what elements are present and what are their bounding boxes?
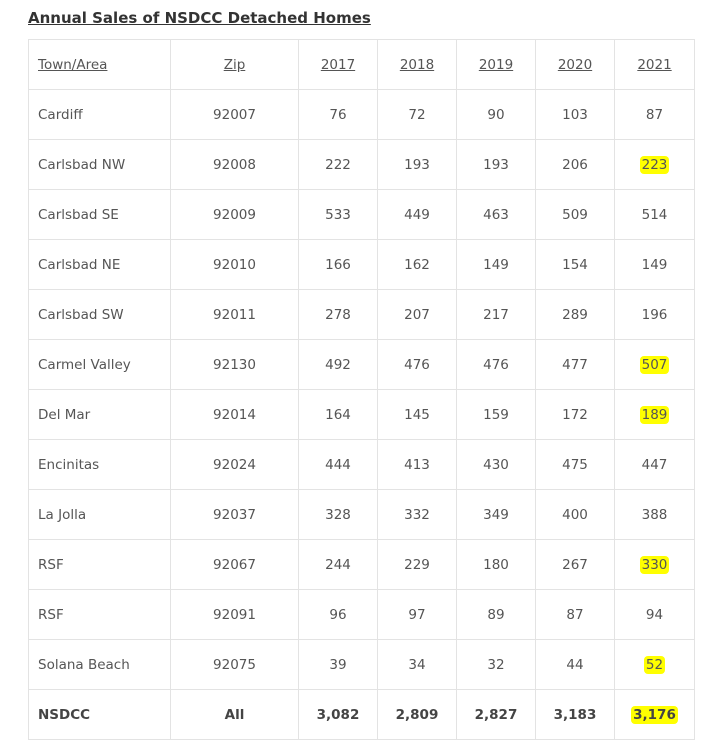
cell-2021: 94 [615, 590, 695, 640]
table-row [29, 540, 695, 590]
sales-table [28, 39, 695, 740]
cell-2021: 514 [615, 190, 695, 240]
table-row [29, 90, 695, 140]
header-2017[interactable]: 2017 [299, 40, 378, 90]
header-2020[interactable]: 2020 [536, 40, 615, 90]
cell-2021 [615, 690, 695, 740]
cell-2018: 413 [378, 440, 457, 490]
cell-2018: 2,809 [378, 690, 457, 740]
cell-2019: 89 [457, 590, 536, 640]
table-body [29, 90, 695, 740]
cell-2018: 162 [378, 240, 457, 290]
cell-2017: 278 [299, 290, 378, 340]
cell-zip: 92009 [171, 190, 299, 240]
cell-2017: 244 [299, 540, 378, 590]
cell-zip: 92011 [171, 290, 299, 340]
cell-zip: 92008 [171, 140, 299, 190]
cell-zip: All [171, 690, 299, 740]
cell-2017: 533 [299, 190, 378, 240]
cell-2021: 149 [615, 240, 695, 290]
highlighted-value: 52 [645, 656, 664, 673]
table-row [29, 590, 695, 640]
table-row [29, 640, 695, 690]
cell-zip: 92007 [171, 90, 299, 140]
cell-zip: 92037 [171, 490, 299, 540]
cell-2019: 32 [457, 640, 536, 690]
cell-2020: 289 [536, 290, 615, 340]
table-row [29, 490, 695, 540]
cell-2020: 172 [536, 390, 615, 440]
cell-2019: 149 [457, 240, 536, 290]
cell-2020: 44 [536, 640, 615, 690]
cell-town-area: Carlsbad SW [29, 290, 171, 340]
table-row [29, 440, 695, 490]
cell-town-area: Carlsbad SE [29, 190, 171, 240]
cell-2019: 476 [457, 340, 536, 390]
cell-2021: 87 [615, 90, 695, 140]
table-row [29, 390, 695, 440]
cell-2020: 477 [536, 340, 615, 390]
highlighted-value: 223 [641, 156, 668, 173]
cell-2020: 154 [536, 240, 615, 290]
cell-2017: 3,082 [299, 690, 378, 740]
cell-2017: 164 [299, 390, 378, 440]
cell-2019: 193 [457, 140, 536, 190]
cell-zip: 92010 [171, 240, 299, 290]
cell-town-area: Solana Beach [29, 640, 171, 690]
cell-town-area: Cardiff [29, 90, 171, 140]
cell-2021: 447 [615, 440, 695, 490]
header-zip[interactable]: Zip [171, 40, 299, 90]
cell-town-area: La Jolla [29, 490, 171, 540]
cell-2017: 222 [299, 140, 378, 190]
table-row [29, 140, 695, 190]
cell-2017: 39 [299, 640, 378, 690]
cell-2020: 103 [536, 90, 615, 140]
cell-2019: 430 [457, 440, 536, 490]
cell-2017: 166 [299, 240, 378, 290]
cell-zip: 92091 [171, 590, 299, 640]
cell-2018: 145 [378, 390, 457, 440]
cell-2018: 207 [378, 290, 457, 340]
header-2018[interactable]: 2018 [378, 40, 457, 90]
cell-2020: 475 [536, 440, 615, 490]
cell-2017: 492 [299, 340, 378, 390]
cell-2021 [615, 390, 695, 440]
header-town-area[interactable]: Town/Area [29, 40, 171, 90]
cell-2020: 87 [536, 590, 615, 640]
header-2019[interactable]: 2019 [457, 40, 536, 90]
cell-2019: 2,827 [457, 690, 536, 740]
highlighted-value: 507 [641, 356, 668, 373]
cell-2020: 3,183 [536, 690, 615, 740]
cell-town-area: Carmel Valley [29, 340, 171, 390]
cell-zip: 92014 [171, 390, 299, 440]
cell-2019: 180 [457, 540, 536, 590]
cell-2018: 449 [378, 190, 457, 240]
highlighted-value: 330 [641, 556, 668, 573]
cell-2020: 267 [536, 540, 615, 590]
cell-2021 [615, 340, 695, 390]
highlighted-value: 3,176 [633, 706, 676, 723]
cell-zip: 92024 [171, 440, 299, 490]
page-title: Annual Sales of NSDCC Detached Homes [28, 9, 371, 27]
sales-table-container [28, 39, 694, 740]
cell-zip: 92067 [171, 540, 299, 590]
cell-town-area: RSF [29, 590, 171, 640]
cell-zip: 92130 [171, 340, 299, 390]
cell-2017: 444 [299, 440, 378, 490]
cell-2017: 96 [299, 590, 378, 640]
cell-town-area: Carlsbad NE [29, 240, 171, 290]
cell-town-area: RSF [29, 540, 171, 590]
cell-2021: 388 [615, 490, 695, 540]
cell-2020: 400 [536, 490, 615, 540]
header-2021[interactable]: 2021 [615, 40, 695, 90]
table-row [29, 240, 695, 290]
cell-2019: 217 [457, 290, 536, 340]
cell-2017: 76 [299, 90, 378, 140]
highlighted-value: 189 [641, 406, 668, 423]
cell-town-area: Carlsbad NW [29, 140, 171, 190]
table-row [29, 340, 695, 390]
cell-2019: 463 [457, 190, 536, 240]
cell-2019: 90 [457, 90, 536, 140]
cell-2018: 332 [378, 490, 457, 540]
table-row [29, 190, 695, 240]
cell-2018: 72 [378, 90, 457, 140]
cell-2018: 97 [378, 590, 457, 640]
cell-2021 [615, 640, 695, 690]
cell-2018: 193 [378, 140, 457, 190]
cell-2018: 229 [378, 540, 457, 590]
cell-2019: 349 [457, 490, 536, 540]
cell-2018: 476 [378, 340, 457, 390]
cell-town-area: Encinitas [29, 440, 171, 490]
table-total-row [29, 690, 695, 740]
cell-2020: 509 [536, 190, 615, 240]
cell-2021: 196 [615, 290, 695, 340]
cell-town-area: Del Mar [29, 390, 171, 440]
cell-town-area: NSDCC [29, 690, 171, 740]
table-header-row [29, 40, 695, 90]
cell-2021 [615, 140, 695, 190]
cell-2018: 34 [378, 640, 457, 690]
cell-2021 [615, 540, 695, 590]
cell-2020: 206 [536, 140, 615, 190]
cell-2017: 328 [299, 490, 378, 540]
cell-2019: 159 [457, 390, 536, 440]
cell-zip: 92075 [171, 640, 299, 690]
table-row [29, 290, 695, 340]
